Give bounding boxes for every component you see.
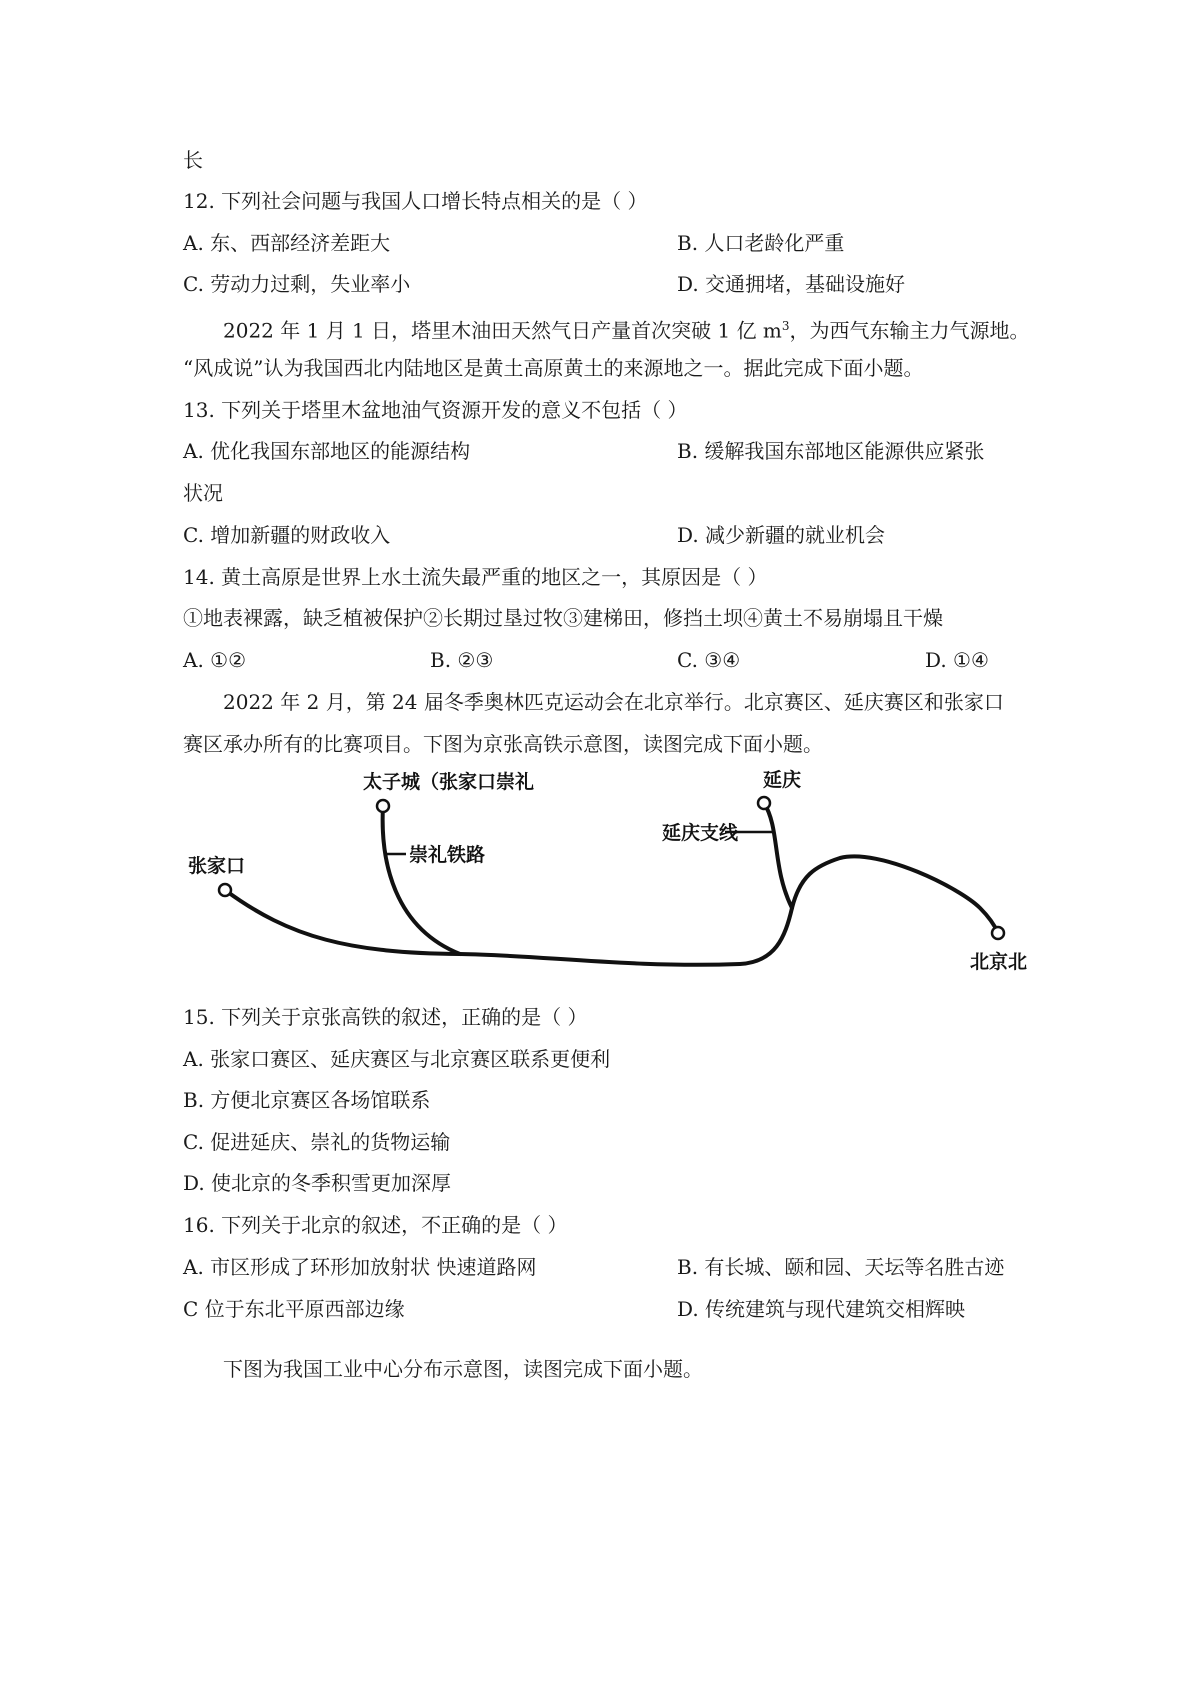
- q12-option-c: C. 劳动力过剩，失业率小: [183, 272, 411, 296]
- station-yanqing: [758, 797, 770, 809]
- label-yanqing-branch: 延庆支线: [662, 822, 739, 844]
- station-beijingbei: [992, 927, 1004, 939]
- q12-option-b: B. 人口老龄化严重: [677, 231, 845, 255]
- passage3: 下图为我国工业中心分布示意图，读图完成下面小题。: [223, 1357, 703, 1381]
- q15-option-b: B. 方便北京赛区各场馆联系: [183, 1088, 431, 1112]
- label-beijingbei: 北京北: [970, 951, 1028, 973]
- q14-statements: ①地表裸露，缺乏植被保护②长期过垦过牧③建梯田，修挡土坝④黄土不易崩塌且干燥: [183, 606, 943, 630]
- label-zhangjiakou: 张家口: [188, 855, 246, 877]
- jingzhang-railway-map: [180, 768, 1028, 978]
- q15-option-d: D. 使北京的冬季积雪更加深厚: [183, 1171, 452, 1195]
- q13-stem: 13. 下列关于塔里木盆地油气资源开发的意义不包括（ ）: [183, 398, 688, 422]
- label-yanqing: 延庆: [763, 769, 802, 791]
- q15-option-c: C. 促进延庆、崇礼的货物运输: [183, 1130, 451, 1154]
- q13-option-b: B. 缓解我国东部地区能源供应紧张: [677, 439, 985, 463]
- station-zhangjiakou: [219, 884, 231, 896]
- q16-option-b: B. 有长城、颐和园、天坛等名胜古迹: [677, 1255, 1005, 1279]
- q16-stem: 16. 下列关于北京的叙述，不正确的是（ ）: [183, 1213, 568, 1237]
- q14-option-b: B. ②③: [430, 648, 494, 672]
- q12-stem: 12. 下列社会问题与我国人口增长特点相关的是（ ）: [183, 189, 648, 213]
- q13-option-a: A. 优化我国东部地区的能源结构: [183, 439, 471, 463]
- q15-stem: 15. 下列关于京张高铁的叙述，正确的是（ ）: [183, 1005, 588, 1029]
- passage1-line1: [223, 313, 1030, 344]
- q13-option-c: C. 增加新疆的财政收入: [183, 523, 391, 547]
- chongli-railway-line: [383, 806, 460, 954]
- q12-option-d: D. 交通拥堵，基础设施好: [677, 272, 906, 296]
- q14-stem: 14. 黄土高原是世界上水土流失最严重的地区之一，其原因是（ ）: [183, 565, 768, 589]
- q16-option-a: A. 市区形成了环形加放射状 快速道路网: [183, 1255, 537, 1279]
- passage1-line1-post: ，为西气东输主力气源地。: [789, 318, 1030, 343]
- q15-option-a: A. 张家口赛区、延庆赛区与北京赛区联系更便利: [183, 1047, 611, 1071]
- passage2-line1: 2022 年 2 月，第 24 届冬季奥林匹克运动会在北京举行。北京赛区、延庆赛区和张家口: [223, 690, 1004, 714]
- q13-option-d: D. 减少新疆的就业机会: [677, 523, 886, 547]
- q16-option-c: C 位于东北平原西部边缘: [183, 1297, 405, 1321]
- q14-option-c: C. ③④: [677, 648, 741, 672]
- q16-option-d: D. 传统建筑与现代建筑交相辉映: [677, 1297, 966, 1321]
- q12-option-a: A. 东、西部经济差距大: [183, 231, 391, 255]
- passage2-line2: 赛区承办所有的比赛项目。下图为京张高铁示意图，读图完成下面小题。: [183, 732, 823, 756]
- q14-option-d: D. ①④: [925, 648, 989, 672]
- q14-option-a: A. ①②: [183, 648, 247, 672]
- passage1-line1-pre: 2022 年 1 月 1 日，塔里木油田天然气日产量首次突破 1 亿 m: [223, 318, 782, 343]
- yanqing-branch-line: [764, 803, 792, 908]
- passage1-superscript: 3: [781, 319, 790, 333]
- label-taizicheng: 太子城（张家口崇礼: [363, 771, 535, 793]
- station-taizicheng: [377, 800, 389, 812]
- label-chongli-railway: 崇礼铁路: [409, 844, 486, 866]
- q13-option-b-wrap: 状况: [183, 481, 223, 505]
- jingzhang-main-line: [225, 856, 998, 964]
- continuation-text: 长: [183, 148, 203, 172]
- passage1-line2: “风成说”认为我国西北内陆地区是黄土高原黄土的来源地之一。据此完成下面小题。: [183, 356, 924, 380]
